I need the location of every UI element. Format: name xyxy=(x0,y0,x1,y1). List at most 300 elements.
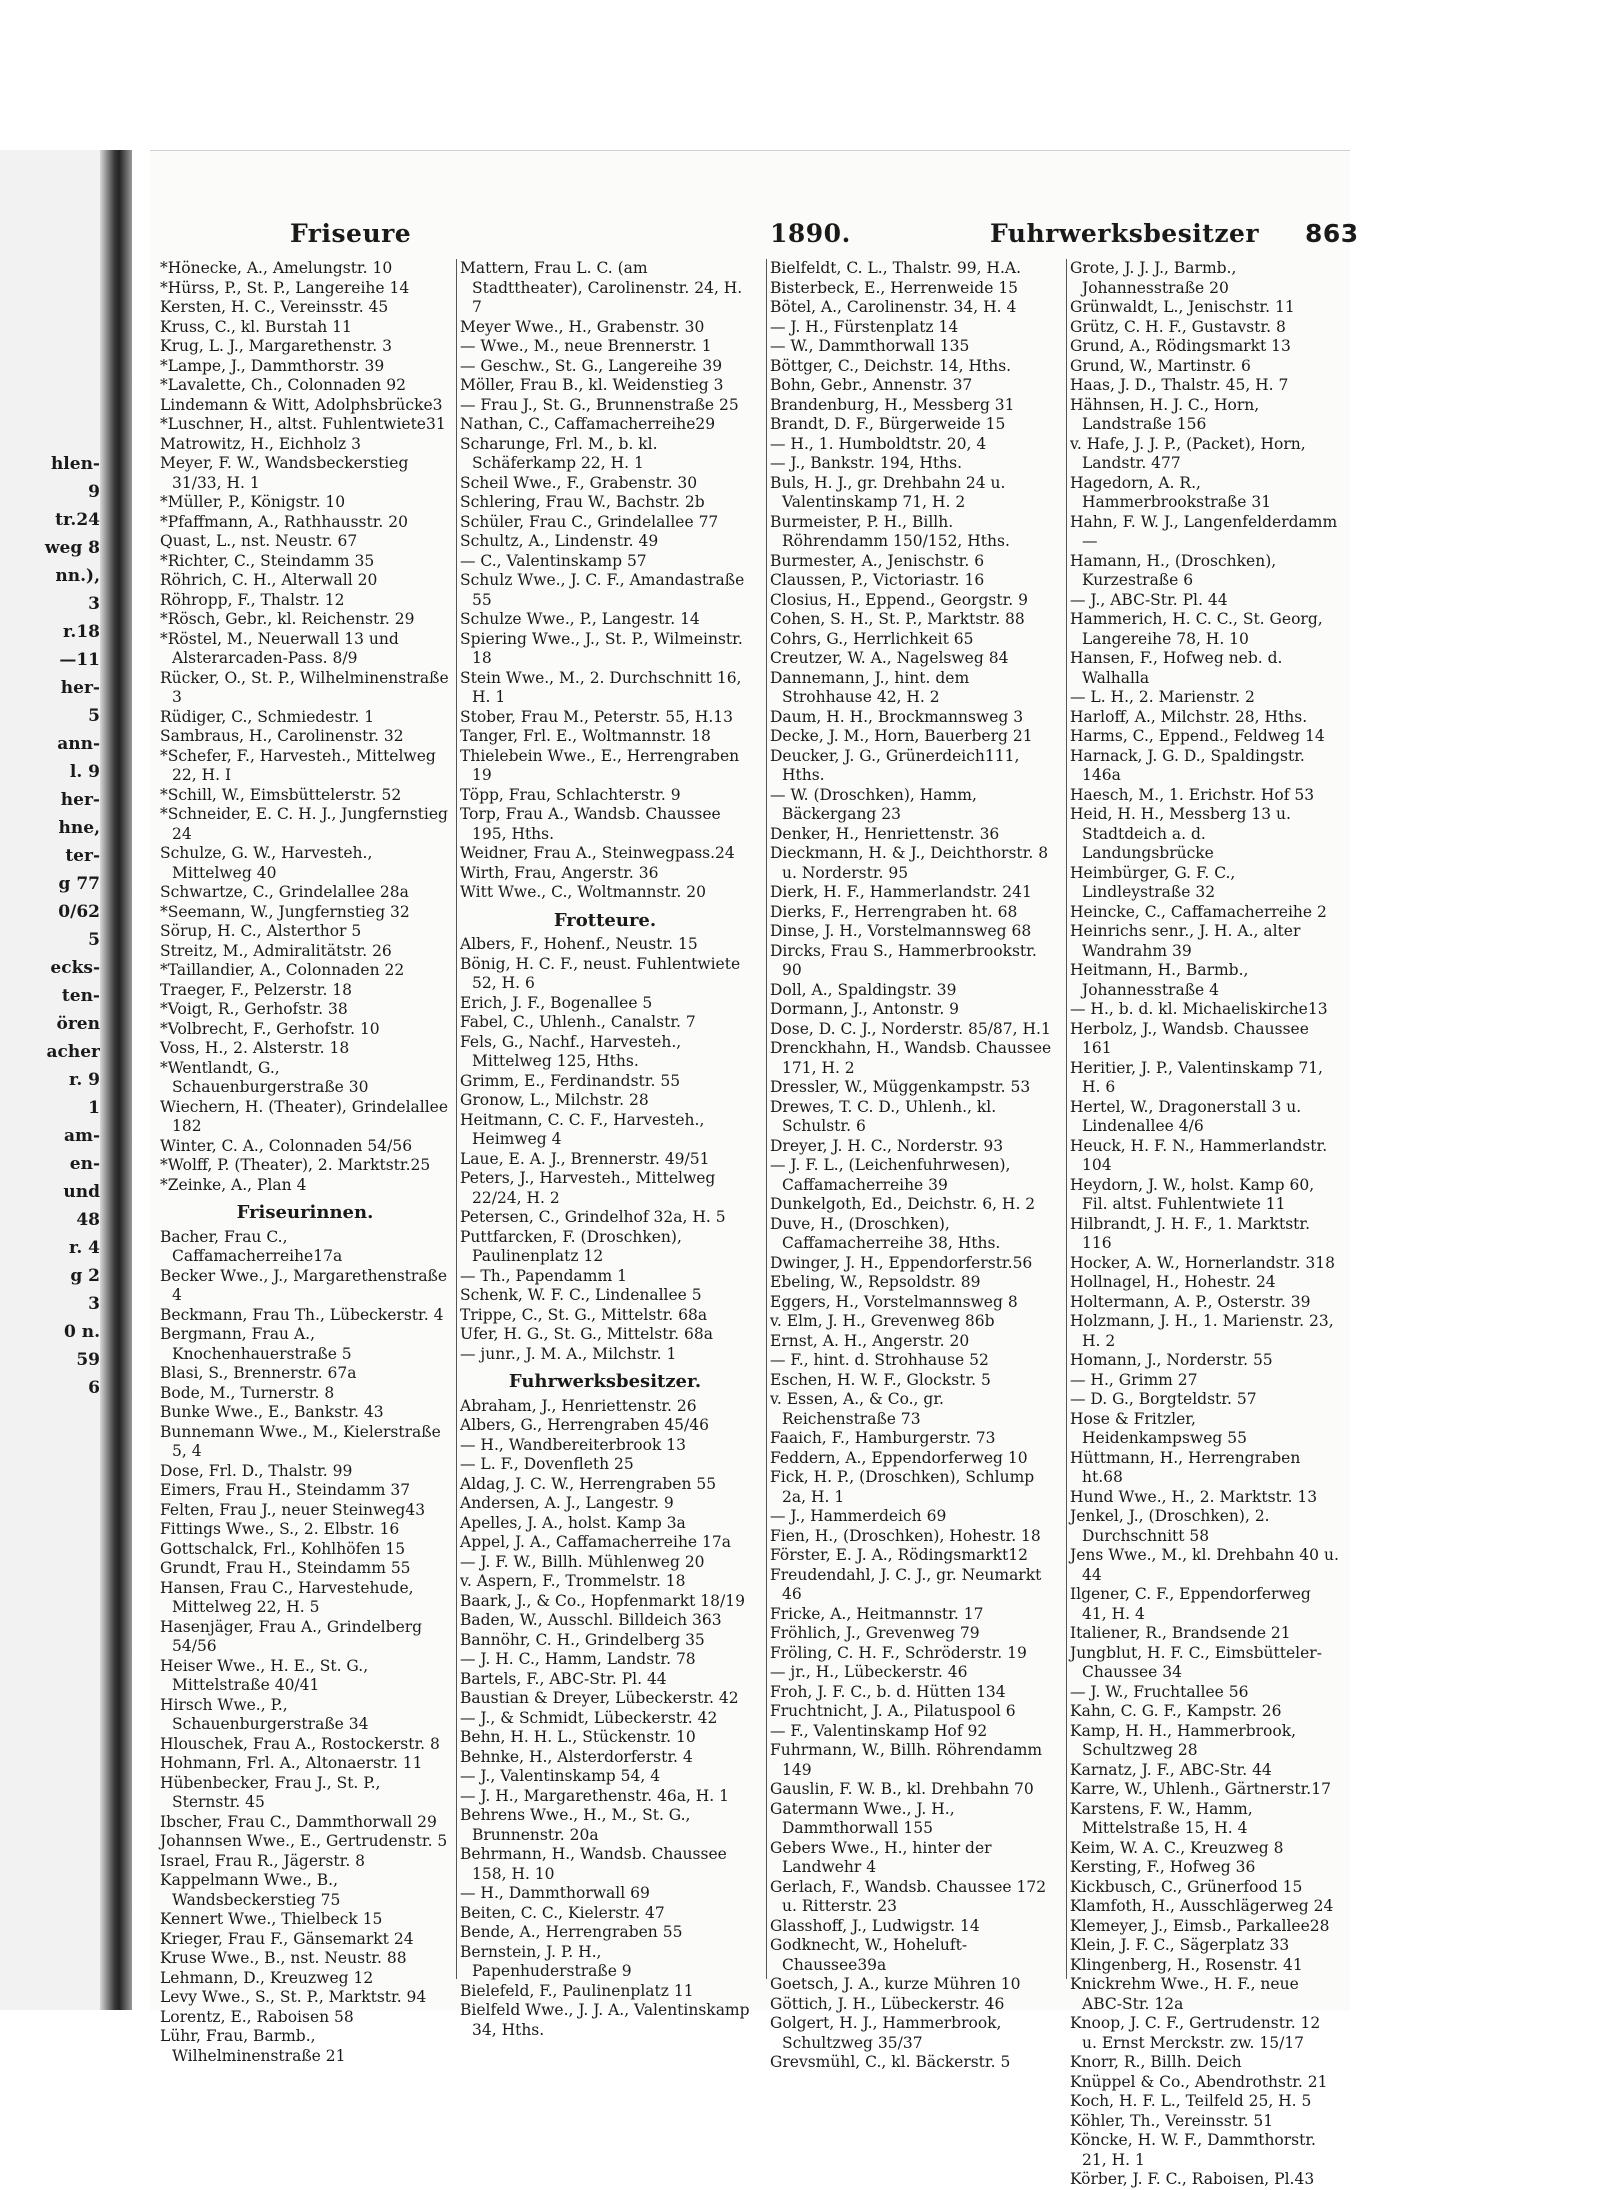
directory-entry: Eggers, H., Vorstelmannsweg 8 xyxy=(770,1292,1018,1311)
directory-entry: Petersen, C., Grindelhof 32a, H. 5 xyxy=(460,1208,726,1226)
directory-entry: Stober, Frau M., Peterstr. 55, H.13 xyxy=(460,707,734,726)
directory-entry: *Schill, W., Eimsbüttelerstr. 52 xyxy=(160,785,402,804)
directory-entry: Röhrich, C. H., Alterwall 20 xyxy=(160,571,378,589)
directory-entry: Israel, Frau R., Jägerstr. 8 xyxy=(160,1851,366,1870)
directory-entry: *Röstel, M., Neuerwall 13 und Alsterarcaden-Pass. 8/9 xyxy=(160,629,399,667)
directory-entry: Eimers, Frau H., Steindamm 37 xyxy=(160,1481,411,1499)
directory-entry: *Hürss, P., St. P., Langereihe 14 xyxy=(160,278,410,297)
directory-entry: Drenckhahn, H., Wandsb. Chaussee 171, H. 2 xyxy=(770,1039,1052,1077)
directory-entry: Dierk, H. F., Hammerlandstr. 241 xyxy=(770,883,1032,901)
directory-entry: Buls, H. J., gr. Drehbahn 24 u. Valentinskamp 71, H. 2 xyxy=(770,473,1006,511)
directory-entry: Burmeister, P. H., Billh. Röhrendamm 150/152, Hths. xyxy=(770,512,1010,550)
directory-entry: *Luschner, H., altst. Fuhlentwiete31 xyxy=(160,415,446,433)
header-left-title: Friseure xyxy=(290,219,412,248)
directory-entry: Klein, J. F. C., Sägerplatz 33 xyxy=(1070,1936,1290,1954)
directory-entry: — W. (Droschken), Hamm, Bäckergang 23 xyxy=(770,785,977,823)
section-title: Friseurinnen. xyxy=(236,1202,374,1223)
directory-entry: Nathan, C., Caffamacherreihe29 xyxy=(460,415,716,433)
directory-entry: *Wentlandt, G., Schauenburgerstraße 30 xyxy=(160,1058,369,1096)
directory-entry: Appel, J. A., Caffamacherreihe 17a xyxy=(460,1533,731,1551)
directory-entry: Abraham, J., Henriettenstr. 26 xyxy=(460,1396,697,1415)
directory-entry: *Voigt, R., Gerhofstr. 38 xyxy=(160,1000,348,1018)
directory-entry: Schwartze, C., Grindelallee 28a xyxy=(160,883,409,901)
directory-entry: Fricke, A., Heitmannstr. 17 xyxy=(770,1604,984,1623)
directory-entry: Ufer, H. G., St. G., Mittelstr. 68a xyxy=(460,1325,713,1343)
directory-entry: Bunnemann Wwe., M., Kielerstraße 5, 4 xyxy=(160,1422,441,1460)
directory-entry: Hollnagel, H., Hohestr. 24 xyxy=(1070,1273,1276,1291)
page-header xyxy=(175,219,1359,257)
directory-entry: — J. H., Margarethenstr. 46a, H. 1 xyxy=(460,1786,730,1805)
directory-entry: Rücker, O., St. P., Wilhelminenstraße 3 xyxy=(160,668,449,706)
directory-entry: *Pfaffmann, A., Rathhausstr. 20 xyxy=(160,512,409,531)
directory-entry: Hund Wwe., H., 2. Marktstr. 13 xyxy=(1070,1487,1318,1506)
directory-entry: Aldag, J. C. W., Herrengraben 55 xyxy=(460,1474,717,1493)
previous-page-text-fragments xyxy=(0,450,104,1402)
directory-entry: Tanger, Frl. E., Woltmannstr. 18 xyxy=(460,727,711,745)
directory-entry: Scheil Wwe., F., Grabenstr. 30 xyxy=(460,473,698,492)
directory-entry: Schüler, Frau C., Grindelallee 77 xyxy=(460,512,719,531)
directory-entry: *Lavalette, Ch., Colonnaden 92 xyxy=(160,376,406,394)
directory-entry: — Geschw., St. G., Langereihe 39 xyxy=(460,356,723,375)
directory-entry: Hasenjäger, Frau A., Grindelberg 54/56 xyxy=(160,1617,423,1655)
directory-entry: — D. G., Borgteldstr. 57 xyxy=(1070,1390,1257,1408)
directory-entry: Godknecht, W., Hoheluft-Chaussee39a xyxy=(770,1936,968,1974)
directory-entry: Duve, H., (Droschken), Caffamacherreihe 38, Hths. xyxy=(770,1214,1001,1252)
directory-entry: Heitmann, C. C. F., Harvesteh., Heimweg 4 xyxy=(460,1110,705,1148)
margin-fragment: und xyxy=(63,1182,100,1202)
directory-entry: Spiering Wwe., J., St. P., Wilmeinstr. 18 xyxy=(460,629,743,667)
directory-entry: *Wolff, P. (Theater), 2. Marktstr.25 xyxy=(160,1156,431,1174)
header-right-title: Fuhrwerksbesitzer xyxy=(990,219,1260,248)
directory-entry: — H., b. d. kl. Michaeliskirche13 xyxy=(1070,1000,1328,1018)
margin-fragment: 0 n. xyxy=(63,1322,100,1342)
directory-entry: Cohen, S. H., St. P., Marktstr. 88 xyxy=(770,610,1025,628)
directory-entry: Behrens Wwe., H., M., St. G., Brunnenstr. 20a xyxy=(460,1806,691,1844)
directory-entry: Hilbrandt, J. H. F., 1. Marktstr. 116 xyxy=(1070,1214,1311,1252)
directory-entry: Bisterbeck, E., Herrenweide 15 xyxy=(770,278,1019,297)
directory-entry: Ebeling, W., Repsoldstr. 89 xyxy=(770,1273,981,1291)
directory-entry: Schlering, Frau W., Bachstr. 2b xyxy=(460,493,705,511)
directory-entry: Italiener, R., Brandsende 21 xyxy=(1070,1624,1291,1642)
directory-entry: Lorentz, E., Raboisen 58 xyxy=(160,2007,354,2026)
directory-entry: Körber, J. F. C., Raboisen, Pl.43 xyxy=(1070,2170,1315,2188)
directory-entry: Karnatz, J. F., ABC-Str. 44 xyxy=(1070,1760,1272,1779)
directory-entry: — J. F. W., Billh. Mühlenweg 20 xyxy=(460,1552,705,1571)
margin-fragment: her- xyxy=(60,678,100,698)
directory-entry: — J. H. C., Hamm, Landstr. 78 xyxy=(460,1650,696,1668)
directory-entry: Lindemann & Witt, Adolphsbrücke3 xyxy=(160,395,443,414)
directory-entry: Heuck, H. F. N., Hammerlandstr. 104 xyxy=(1070,1136,1328,1174)
directory-entry: Behnke, H., Alsterdorferstr. 4 xyxy=(460,1747,693,1766)
directory-entry: Bohn, Gebr., Annenstr. 37 xyxy=(770,376,973,394)
directory-entry: Karstens, F. W., Hamm, Mittelstraße 15, H. 4 xyxy=(1070,1799,1253,1837)
directory-entry: — J., & Schmidt, Lübeckerstr. 42 xyxy=(460,1708,718,1727)
directory-entry: Bötel, A., Carolinenstr. 34, H. 4 xyxy=(770,298,1017,316)
directory-entry: Möller, Frau B., kl. Weidenstieg 3 xyxy=(460,376,724,394)
directory-entry: Töpp, Frau, Schlachterstr. 9 xyxy=(460,785,681,804)
directory-entry: Scharunge, Frl. M., b. kl. Schäferkamp 22, H. 1 xyxy=(460,434,658,472)
directory-entry: Bergmann, Frau A., Knochenhauerstraße 5 xyxy=(160,1325,352,1363)
directory-entry: Dierks, F., Herrengraben ht. 68 xyxy=(770,902,1018,921)
directory-entry: Hahn, F. W. J., Langenfelderdamm — xyxy=(1070,512,1338,550)
directory-entry: Apelles, J. A., holst. Kamp 3a xyxy=(460,1513,686,1532)
column-4 xyxy=(1070,259,1340,2188)
margin-fragment: —11 xyxy=(59,650,100,670)
directory-entry: — J., Valentinskamp 54, 4 xyxy=(460,1767,661,1785)
directory-entry: Homann, J., Norderstr. 55 xyxy=(1070,1351,1273,1369)
margin-fragment: acher xyxy=(46,1042,100,1062)
directory-entry: Fick, H. P., (Droschken), Schlump 2a, H. 1 xyxy=(770,1468,1035,1506)
directory-entry: Jens Wwe., M., kl. Drehbahn 40 u. 44 xyxy=(1070,1546,1339,1584)
directory-entry: Rüdiger, C., Schmiedestr. 1 xyxy=(160,707,375,726)
directory-entry: Jenkel, J., (Droschken), 2. Durchschnitt 58 xyxy=(1070,1507,1270,1545)
directory-entry: Hertel, W., Dragonerstall 3 u. Lindenallee 4/6 xyxy=(1070,1097,1302,1135)
directory-entry: Hansen, Frau C., Harvestehude, Mittelweg 22, H. 5 xyxy=(160,1578,414,1616)
directory-entry: Dannemann, J., hint. dem Strohhause 42, H. 2 xyxy=(770,668,970,706)
directory-entry: — L. H., 2. Marienstr. 2 xyxy=(1070,688,1255,706)
directory-entry: *Hönecke, A., Amelungstr. 10 xyxy=(160,259,393,277)
directory-entry: Kahn, C. G. F., Kampstr. 26 xyxy=(1070,1702,1282,1720)
directory-entry: Heiser Wwe., H. E., St. G., Mittelstraße 40/41 xyxy=(160,1656,369,1694)
directory-entry: Levy Wwe., S., St. P., Marktstr. 94 xyxy=(160,1988,427,2006)
directory-entry: Grote, J. J. J., Barmb., Johannesstraße 20 xyxy=(1070,259,1237,297)
directory-entry: Freudendahl, J. C. J., gr. Neumarkt 46 xyxy=(770,1565,1042,1603)
directory-columns xyxy=(160,259,1340,2188)
directory-entry: Goetsch, J. A., kurze Mühren 10 xyxy=(770,1975,1021,1993)
directory-entry: Ilgener, C. F., Eppendorferweg 41, H. 4 xyxy=(1070,1585,1311,1623)
directory-entry: Dreyer, J. H. C., Norderstr. 93 xyxy=(770,1136,1004,1155)
directory-entry: Eschen, H. W. F., Glockstr. 5 xyxy=(770,1370,991,1389)
directory-entry: v. Aspern, F., Trommelstr. 18 xyxy=(460,1572,686,1590)
directory-entry: Schenk, W. F. C., Lindenallee 5 xyxy=(460,1286,702,1304)
directory-entry: *Schefer, F., Harvesteh., Mittelweg 22, H. I xyxy=(160,746,436,784)
directory-entry: *Rösch, Gebr., kl. Reichenstr. 29 xyxy=(160,610,415,628)
directory-entry: Knickrehm Wwe., H. F., neue ABC-Str. 12a xyxy=(1070,1975,1299,2013)
directory-entry: Dose, Frl. D., Thalstr. 99 xyxy=(160,1461,353,1480)
directory-entry: Peters, J., Harvesteh., Mittelweg 22/24, H. 2 xyxy=(460,1169,716,1207)
directory-entry: Glasshoff, J., Ludwigstr. 14 xyxy=(770,1916,980,1935)
directory-entry: Deucker, J. G., Grünerdeich111, Hths. xyxy=(770,746,1020,784)
directory-entry: Stein Wwe., M., 2. Durchschnitt 16, H. 1 xyxy=(460,668,742,706)
directory-entry: Hose & Fritzler, Heidenkampsweg 55 xyxy=(1070,1409,1247,1447)
directory-entry: — C., Valentinskamp 57 xyxy=(460,551,647,570)
directory-entry: — H., 1. Humboldtstr. 20, 4 xyxy=(770,434,987,453)
margin-fragment: tr.24 xyxy=(55,510,100,530)
header-year: 1890. xyxy=(770,219,851,248)
directory-entry: v. Hafe, J. J. P., (Packet), Horn, Landstr. 477 xyxy=(1070,434,1306,472)
margin-fragment: hlen- xyxy=(50,454,100,474)
margin-fragment: en- xyxy=(69,1154,100,1174)
directory-entry: Brandt, D. F., Bürgerweide 15 xyxy=(770,415,1006,433)
directory-entry: Behrmann, H., Wandsb. Chaussee 158, H. 10 xyxy=(460,1845,727,1883)
directory-entry: Dormann, J., Antonstr. 9 xyxy=(770,1000,960,1018)
directory-entry: Wiechern, H. (Theater), Grindelallee 182 xyxy=(160,1097,449,1135)
directory-entry: — J. H., Fürstenplatz 14 xyxy=(770,317,959,336)
directory-entry: Grund, A., Rödingsmarkt 13 xyxy=(1070,337,1291,355)
directory-entry: Keim, W. A. C., Kreuzweg 8 xyxy=(1070,1838,1284,1857)
directory-entry: — J., ABC-Str. Pl. 44 xyxy=(1070,590,1228,609)
directory-entry: Fruchtnicht, J. A., Pilatuspool 6 xyxy=(770,1702,1016,1720)
directory-entry: Lehmann, D., Kreuzweg 12 xyxy=(160,1968,374,1987)
margin-fragment: 48 xyxy=(76,1210,100,1230)
directory-entry: Becker Wwe., J., Margarethenstraße 4 xyxy=(160,1266,448,1304)
directory-entry: Hüttmann, H., Herrengraben ht.68 xyxy=(1070,1448,1301,1486)
directory-entry: Bielfeldt, C. L., Thalstr. 99, H.A. xyxy=(770,259,1021,277)
directory-entry: Förster, E. J. A., Rödingsmarkt12 xyxy=(770,1546,1029,1564)
directory-entry: Felten, Frau J., neuer Steinweg43 xyxy=(160,1500,426,1519)
directory-entry: — H., Dammthorwall 69 xyxy=(460,1884,650,1902)
directory-entry: Heid, H. H., Messberg 13 u. Stadtdeich a. d. Landungsbrücke xyxy=(1070,805,1291,862)
directory-entry: Kruss, C., kl. Burstah 11 xyxy=(160,317,352,336)
directory-entry: *Müller, P., Königstr. 10 xyxy=(160,493,346,511)
directory-entry: Bunke Wwe., E., Bankstr. 43 xyxy=(160,1403,384,1421)
margin-fragment: ter- xyxy=(65,846,100,866)
directory-entry: Dunkelgoth, Ed., Deichstr. 6, H. 2 xyxy=(770,1195,1036,1213)
directory-entry: Bernstein, J. P. H., Papenhuderstraße 9 xyxy=(460,1942,632,1980)
directory-entry: — jr., H., Lübeckerstr. 46 xyxy=(770,1663,968,1681)
directory-entry: Erich, J. F., Bogenallee 5 xyxy=(460,993,653,1012)
directory-entry: Krieger, Frau F., Gänsemarkt 24 xyxy=(160,1929,414,1948)
directory-entry: Puttfarcken, F. (Droschken), Paulinenplatz 12 xyxy=(460,1227,682,1265)
directory-entry: Dressler, W., Müggenkampstr. 53 xyxy=(770,1078,1031,1096)
directory-entry: Knüppel & Co., Abendrothstr. 21 xyxy=(1070,2072,1328,2091)
margin-fragment: ecks- xyxy=(50,958,100,978)
directory-entry: Schultz, A., Lindenstr. 49 xyxy=(460,532,659,550)
directory-entry: Dinse, J. H., Vorstelmannsweg 68 xyxy=(770,922,1032,940)
margin-fragment: r. 9 xyxy=(68,1070,100,1090)
directory-entry: Fuhrmann, W., Billh. Röhrendamm 149 xyxy=(770,1741,1043,1779)
directory-entry: Grütz, C. H. F., Gustavstr. 8 xyxy=(1070,317,1286,336)
directory-entry: Traeger, F., Pelzerstr. 18 xyxy=(160,980,353,999)
directory-entry: Laue, E. A. J., Brennerstr. 49/51 xyxy=(460,1149,710,1168)
directory-entry: Witt Wwe., C., Woltmannstr. 20 xyxy=(460,883,707,901)
directory-entry: — H., Wandbereiterbrook 13 xyxy=(460,1435,686,1454)
margin-fragment: r. 4 xyxy=(68,1238,100,1258)
directory-entry: Grund, W., Martinstr. 6 xyxy=(1070,356,1251,375)
directory-entry: Thielebein Wwe., E., Herrengraben 19 xyxy=(460,746,740,784)
directory-entry: Klemeyer, J., Eimsb., Parkallee28 xyxy=(1070,1916,1330,1935)
directory-entry: Gebers Wwe., H., hinter der Landwehr 4 xyxy=(770,1838,992,1876)
directory-entry: Gauslin, F. W. B., kl. Drehbahn 70 xyxy=(770,1780,1034,1798)
directory-entry: Bannöhr, C. H., Grindelberg 35 xyxy=(460,1630,705,1649)
directory-entry: Haas, J. D., Thalstr. 45, H. 7 xyxy=(1070,376,1289,394)
directory-entry: Klamfoth, H., Ausschlägerweg 24 xyxy=(1070,1897,1334,1915)
directory-entry: Blasi, S., Brennerstr. 67a xyxy=(160,1364,357,1382)
margin-fragment: weg 8 xyxy=(44,538,100,558)
directory-entry: Ernst, A. H., Angerstr. 20 xyxy=(770,1331,970,1350)
directory-entry: Köncke, H. W. F., Dammthorstr. 21, H. 1 xyxy=(1070,2131,1316,2169)
directory-entry: Koch, H. F. L., Teilfeld 25, H. 5 xyxy=(1070,2092,1312,2110)
directory-entry: Harnack, J. G. D., Spaldingstr. 146a xyxy=(1070,746,1305,784)
directory-entry: Andersen, A. J., Langestr. 9 xyxy=(460,1494,674,1512)
directory-entry: Dwinger, J. H., Eppendorferstr.56 xyxy=(770,1253,1033,1272)
directory-entry: *Volbrecht, F., Gerhofstr. 10 xyxy=(160,1019,380,1038)
margin-fragment: am- xyxy=(63,1126,100,1146)
directory-entry: Kersting, F., Hofweg 36 xyxy=(1070,1858,1256,1876)
directory-entry: Heydorn, J. W., holst. Kamp 60, Fil. altst. Fuhlentwiete 11 xyxy=(1070,1175,1315,1213)
directory-entry: Gronow, L., Milchstr. 28 xyxy=(460,1091,649,1109)
directory-entry: Bacher, Frau C., Caffamacherreihe17a xyxy=(160,1227,343,1265)
margin-fragment: 0/62 xyxy=(58,902,100,922)
directory-entry: Hamann, H., (Droschken), Kurzestraße 6 xyxy=(1070,551,1277,589)
directory-entry: Daum, H. H., Brockmannsweg 3 xyxy=(770,707,1024,726)
directory-entry: Trippe, C., St. G., Mittelstr. 68a xyxy=(460,1305,708,1324)
directory-entry: Streitz, M., Admiralitätstr. 26 xyxy=(160,941,392,960)
directory-entry: Creutzer, W. A., Nagelsweg 84 xyxy=(770,649,1009,667)
directory-entry: Lühr, Frau, Barmb., Wilhelminenstraße 21 xyxy=(160,2027,346,2065)
directory-entry: — W., Dammthorwall 135 xyxy=(770,337,970,355)
margin-fragment: 5 xyxy=(88,706,100,726)
directory-entry: Gatermann Wwe., J. H., Dammthorwall 155 xyxy=(770,1799,955,1837)
directory-entry: — Th., Papendamm 1 xyxy=(460,1266,627,1285)
directory-entry: v. Elm, J. H., Grevenweg 86b xyxy=(770,1312,995,1330)
directory-entry: Wirth, Frau, Angerstr. 36 xyxy=(460,863,659,882)
directory-entry: Dieckmann, H. & J., Deichthorstr. 8 u. Norderstr. 95 xyxy=(770,844,1049,882)
directory-entry: *Schneider, E. C. H. J., Jungfernstieg 24 xyxy=(160,805,448,843)
directory-entry: Herbolz, J., Wandsb. Chaussee 161 xyxy=(1070,1019,1309,1057)
directory-entry: Claussen, P., Victoriastr. 16 xyxy=(770,571,985,589)
directory-entry: Closius, H., Eppend., Georgstr. 9 xyxy=(770,590,1028,609)
directory-entry: Behn, H. H. L., Stückenstr. 10 xyxy=(460,1728,696,1746)
directory-entry: Bartels, F., ABC-Str. Pl. 44 xyxy=(460,1669,667,1688)
directory-entry: Göttich, J. H., Lübeckerstr. 46 xyxy=(770,1994,1005,2013)
directory-entry: Hammerich, H. C. C., St. Georg, Langereihe 78, H. 10 xyxy=(1070,610,1323,648)
directory-entry: Knoop, J. C. F., Gertrudenstr. 12 u. Ernst Merckstr. zw. 15/17 xyxy=(1070,2014,1321,2052)
directory-entry: Ibscher, Frau C., Dammthorwall 29 xyxy=(160,1812,437,1831)
directory-entry: Heritier, J. P., Valentinskamp 71, H. 6 xyxy=(1070,1058,1323,1096)
directory-entry: *Seemann, W., Jungfernstieg 32 xyxy=(160,902,410,921)
directory-entry: Kamp, H. H., Hammerbrook, Schultzweg 28 xyxy=(1070,1721,1297,1759)
directory-entry: Winter, C. A., Colonnaden 54/56 xyxy=(160,1136,413,1155)
directory-entry: Hagedorn, A. R., Hammerbrookstraße 31 xyxy=(1070,473,1272,511)
margin-fragment: g 2 xyxy=(70,1266,100,1286)
section-title: Fuhrwerksbesitzer. xyxy=(508,1371,702,1392)
directory-entry: Knorr, R., Billh. Deich xyxy=(1070,2053,1242,2071)
directory-entry: — F., hint. d. Strohhause 52 xyxy=(770,1351,989,1369)
margin-fragment: 9 xyxy=(88,482,100,502)
margin-fragment: 3 xyxy=(88,594,100,614)
directory-entry: Kennert Wwe., Thielbeck 15 xyxy=(160,1910,383,1928)
directory-entry: Schulz Wwe., J. C. F., Amandastraße 55 xyxy=(460,571,745,609)
directory-entry: Harms, C., Eppend., Feldweg 14 xyxy=(1070,727,1325,745)
directory-entry: Köhler, Th., Vereinsstr. 51 xyxy=(1070,2111,1274,2130)
directory-entry: — J., Hammerdeich 69 xyxy=(770,1507,947,1525)
directory-entry: Holzmann, J. H., 1. Marienstr. 23, H. 2 xyxy=(1070,1312,1334,1350)
directory-entry: — H., Grimm 27 xyxy=(1070,1370,1198,1389)
directory-entry: — J. F. L., (Leichenfuhrwesen), Caffamacherreihe 39 xyxy=(770,1156,1011,1194)
directory-entry: Dircks, Frau S., Hammerbrookstr. 90 xyxy=(770,941,1037,979)
directory-entry: Hlouschek, Frau A., Rostockerstr. 8 xyxy=(160,1734,440,1753)
directory-entry: Hirsch Wwe., P., Schauenburgerstraße 34 xyxy=(160,1695,369,1733)
directory-entry: Beckmann, Frau Th., Lübeckerstr. 4 xyxy=(160,1305,444,1324)
directory-entry: Heitmann, H., Barmb., Johannesstraße 4 xyxy=(1070,961,1249,999)
directory-entry: Beiten, C. C., Kielerstr. 47 xyxy=(460,1903,665,1922)
margin-fragment: hne, xyxy=(58,818,100,838)
directory-entry: Fels, G., Nachf., Harvesteh., Mittelweg 125, Hths. xyxy=(460,1032,682,1070)
margin-fragment: nn.), xyxy=(55,566,100,586)
margin-fragment: r.18 xyxy=(63,622,100,642)
directory-entry: — L. F., Dovenfleth 25 xyxy=(460,1455,634,1473)
directory-entry: Bende, A., Herrengraben 55 xyxy=(460,1923,683,1941)
directory-entry: Mattern, Frau L. C. (am Stadttheater), Carolinenstr. 24, H. 7 xyxy=(460,259,743,316)
directory-entry: Faaich, F., Hamburgerstr. 73 xyxy=(770,1429,996,1447)
directory-entry: Fien, H., (Droschken), Hohestr. 18 xyxy=(770,1526,1041,1545)
directory-entry: Albers, G., Herrengraben 45/46 xyxy=(460,1416,709,1434)
directory-entry: Hohmann, Frl. A., Altonaerstr. 11 xyxy=(160,1754,423,1772)
directory-entry: Matrowitz, H., Eichholz 3 xyxy=(160,434,362,453)
directory-entry: v. Essen, A., & Co., gr. Reichenstraße 73 xyxy=(770,1390,944,1428)
directory-entry: Kersten, H. C., Vereinsstr. 45 xyxy=(160,298,389,316)
directory-entry: Hocker, A. W., Hornerlandstr. 318 xyxy=(1070,1253,1335,1272)
directory-entry: — junr., J. M. A., Milchstr. 1 xyxy=(460,1344,677,1363)
column-3 xyxy=(770,259,1060,2071)
directory-entry: Bielfeld Wwe., J. J. A., Valentinskamp 34, Hths. xyxy=(460,2001,750,2039)
directory-entry: Grünwaldt, L., Jenischstr. 11 xyxy=(1070,298,1295,316)
directory-entry: Schulze, G. W., Harvesteh., Mittelweg 40 xyxy=(160,844,373,882)
directory-entry: Quast, L., nst. Neustr. 67 xyxy=(160,532,358,550)
directory-entry: Brandenburg, H., Messberg 31 xyxy=(770,395,1015,414)
directory-entry: — J., Bankstr. 194, Hths. xyxy=(770,454,963,472)
directory-entry: *Taillandier, A., Colonnaden 22 xyxy=(160,961,405,979)
directory-entry: Voss, H., 2. Alsterstr. 18 xyxy=(160,1039,350,1057)
directory-entry: Cohrs, G., Herrlichkeit 65 xyxy=(770,629,974,648)
directory-entry: Doll, A., Spaldingstr. 39 xyxy=(770,980,957,999)
margin-fragment: 6 xyxy=(88,1378,100,1398)
directory-entry: Hansen, F., Hofweg neb. d. Walhalla xyxy=(1070,649,1283,687)
directory-entry: Meyer Wwe., H., Grabenstr. 30 xyxy=(460,317,705,336)
directory-entry: Karre, W., Uhlenh., Gärtnerstr.17 xyxy=(1070,1780,1331,1798)
directory-entry: Fabel, C., Uhlenh., Canalstr. 7 xyxy=(460,1013,696,1031)
directory-entry: — F., Valentinskamp Hof 92 xyxy=(770,1721,988,1740)
directory-entry: Kickbusch, C., Grünerfood 15 xyxy=(1070,1877,1303,1896)
directory-entry: Denker, H., Henriettenstr. 36 xyxy=(770,824,1000,843)
directory-entry: Dose, D. C. J., Norderstr. 85/87, H.1 xyxy=(770,1019,1051,1038)
directory-entry: Baark, J., & Co., Hopfenmarkt 18/19 xyxy=(460,1591,745,1610)
directory-entry: *Lampe, J., Dammthorstr. 39 xyxy=(160,356,385,375)
margin-fragment: 1 xyxy=(88,1098,100,1118)
directory-entry: Bönig, H. C. F., neust. Fuhlentwiete 52, H. 6 xyxy=(460,954,741,992)
margin-fragment: 5 xyxy=(88,930,100,950)
directory-entry: Bielefeld, F., Paulinenplatz 11 xyxy=(460,1981,694,2000)
section-title: Frotteure. xyxy=(553,909,657,931)
directory-entry: Gottschalck, Frl., Kohlhöfen 15 xyxy=(160,1539,406,1558)
directory-entry: Torp, Frau A., Wandsb. Chaussee 195, Hths. xyxy=(460,805,721,843)
directory-entry: Böttger, C., Deichstr. 14, Hths. xyxy=(770,356,1012,375)
directory-entry: Meyer, F. W., Wandsbeckerstieg 31/33, H. 1 xyxy=(160,454,409,492)
directory-entry: Kappelmann Wwe., B., Wandsbeckerstieg 75 xyxy=(160,1871,341,1909)
directory-entry: Sörup, H. C., Alsterthor 5 xyxy=(160,922,362,940)
directory-entry: Grimm, E., Ferdinandstr. 55 xyxy=(460,1071,681,1090)
directory-entry: Gerlach, F., Wandsb. Chaussee 172 u. Ritterstr. 23 xyxy=(770,1877,1047,1915)
directory-entry: Golgert, H. J., Hammerbrook, Schultzweg 35/37 xyxy=(770,2014,1002,2052)
directory-entry: Johannsen Wwe., E., Gertrudenstr. 5 xyxy=(160,1832,448,1850)
directory-entry: — J. W., Fruchtallee 56 xyxy=(1070,1682,1249,1701)
directory-entry: *Richter, C., Steindamm 35 xyxy=(160,551,375,570)
directory-entry: Jungblut, H. F. C., Eimsbütteler-Chaussee 34 xyxy=(1070,1643,1322,1681)
directory-entry: Fröhlich, J., Grevenweg 79 xyxy=(770,1624,980,1642)
directory-entry: Weidner, Frau A., Steinwegpass.24 xyxy=(460,844,735,862)
margin-fragment: ören xyxy=(56,1014,100,1034)
column-2 xyxy=(460,259,750,2039)
margin-fragment: 59 xyxy=(76,1350,100,1370)
directory-entry: Drewes, T. C. D., Uhlenh., kl. Schulstr. 6 xyxy=(770,1097,997,1135)
directory-entry: Albers, F., Hohenf., Neustr. 15 xyxy=(460,935,698,953)
directory-entry: Heimbürger, G. F. C., Lindleystraße 32 xyxy=(1070,863,1236,901)
directory-entry: Fittings Wwe., S., 2. Elbstr. 16 xyxy=(160,1520,400,1538)
directory-entry: Heincke, C., Caffamacherreihe 2 xyxy=(1070,902,1327,921)
directory-entry: Harloff, A., Milchstr. 28, Hths. xyxy=(1070,707,1308,726)
directory-entry: Decke, J. M., Horn, Bauerberg 21 xyxy=(770,727,1033,745)
